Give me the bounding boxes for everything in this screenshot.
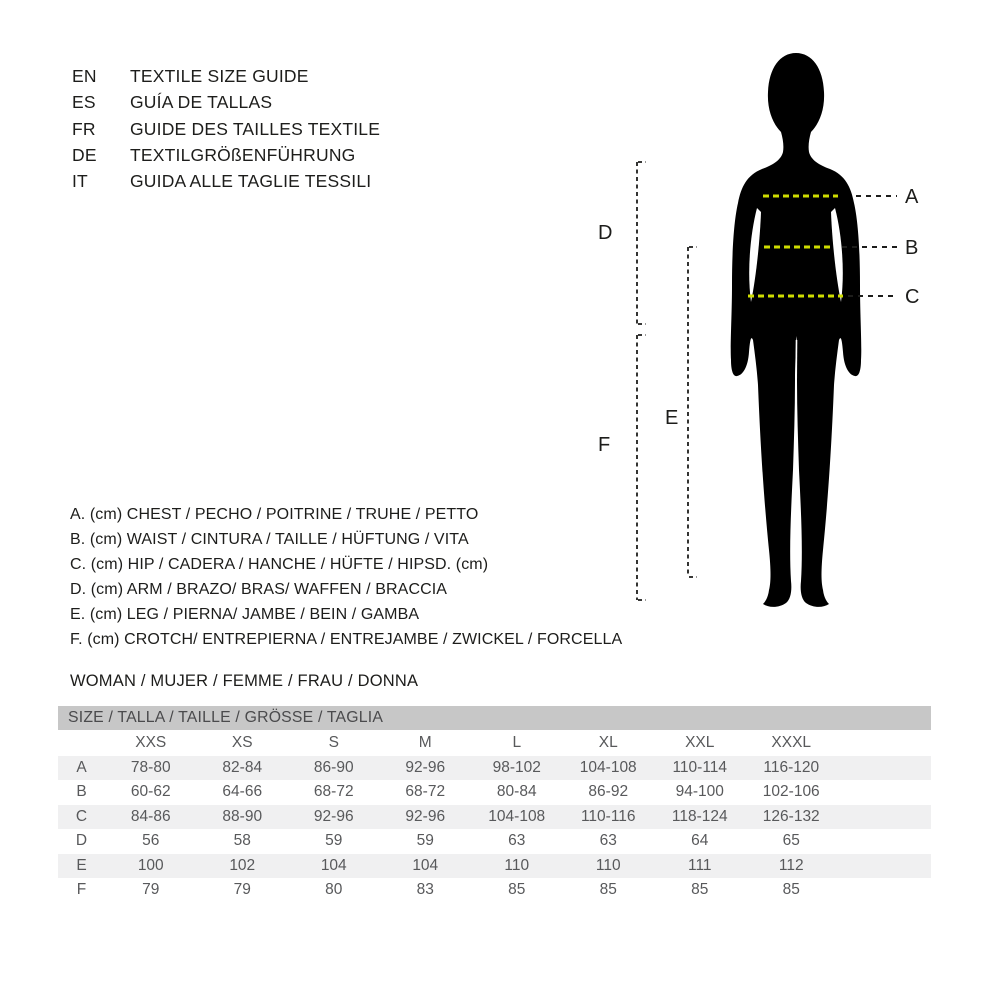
cell: 104-108 bbox=[488, 807, 546, 825]
legend-line-waist: B. (cm) WAIST / CINTURA / TAILLE / HÜFTUNG / VITA bbox=[70, 531, 469, 549]
cell: 84-86 bbox=[130, 807, 171, 825]
table-row-hip bbox=[58, 805, 931, 830]
size-columns-row bbox=[58, 730, 931, 756]
table-row-arm bbox=[58, 829, 931, 854]
guide-title: TEXTILGRÖßENFÜHRUNG bbox=[130, 144, 356, 165]
cell: 88-90 bbox=[222, 807, 263, 825]
size-col-xxl: XXL bbox=[685, 733, 715, 751]
cell: 92-96 bbox=[313, 807, 354, 825]
cell: 59 bbox=[325, 832, 343, 850]
cell: 85 bbox=[599, 881, 617, 899]
cell: 80-84 bbox=[496, 783, 537, 801]
cell: 92-96 bbox=[405, 807, 446, 825]
size-col-xl: XL bbox=[598, 733, 618, 751]
cell: 110-116 bbox=[580, 807, 636, 825]
cell: 104 bbox=[320, 856, 347, 874]
cell: 110-114 bbox=[672, 758, 728, 776]
language-row bbox=[72, 89, 380, 115]
cell: 78-80 bbox=[130, 758, 171, 776]
legend-line-arm: D. (cm) ARM / BRAZO/ BRAS/ WAFFEN / BRACCIA bbox=[70, 581, 448, 599]
language-row bbox=[72, 168, 380, 194]
row-label: F bbox=[76, 881, 87, 899]
leg-gap-upper bbox=[796, 340, 797, 407]
size-table bbox=[58, 730, 931, 903]
cell: 85 bbox=[782, 881, 800, 899]
guide-title: GUÍA DE TALLAS bbox=[130, 92, 273, 113]
table-row-waist bbox=[58, 780, 931, 805]
label-leg-e: E bbox=[665, 407, 679, 429]
size-col-m: M bbox=[418, 733, 432, 751]
cell: 68-72 bbox=[313, 783, 354, 801]
cell: 80 bbox=[325, 881, 343, 899]
table-row-crotch bbox=[58, 878, 931, 903]
cell: 86-92 bbox=[588, 783, 629, 801]
gender-heading: WOMAN / MUJER / FEMME / FRAU / DONNA bbox=[70, 672, 419, 690]
cell: 58 bbox=[233, 832, 251, 850]
cell: 86-90 bbox=[313, 758, 354, 776]
label-crotch-f: F bbox=[598, 434, 611, 456]
filler-cell bbox=[837, 805, 931, 830]
cell: 63 bbox=[599, 832, 617, 850]
cell: 126-132 bbox=[762, 807, 820, 825]
filler-cell bbox=[837, 854, 931, 879]
cell: 85 bbox=[508, 881, 526, 899]
cell: 85 bbox=[691, 881, 709, 899]
cell: 82-84 bbox=[222, 758, 263, 776]
guide-title: GUIDA ALLE TAGLIE TESSILI bbox=[130, 171, 372, 192]
row-label: C bbox=[75, 807, 88, 825]
cell: 65 bbox=[782, 832, 800, 850]
size-col-xs: XS bbox=[231, 733, 253, 751]
language-row bbox=[72, 116, 380, 142]
leg-gap-lower bbox=[797, 447, 798, 557]
label-chest-a: A bbox=[905, 186, 919, 208]
row-label: A bbox=[76, 758, 87, 776]
language-code: FR bbox=[72, 118, 96, 139]
cell: 102-106 bbox=[762, 783, 820, 801]
cell: 92-96 bbox=[405, 758, 446, 776]
size-col-l: L bbox=[512, 733, 522, 751]
measurement-legend bbox=[70, 502, 622, 653]
legend-line-chest: A. (cm) CHEST / PECHO / POITRINE / TRUHE / PETTO bbox=[70, 506, 479, 523]
cell: 56 bbox=[142, 832, 160, 850]
cell: 83 bbox=[416, 881, 434, 899]
cell: 118-124 bbox=[671, 807, 728, 825]
woman-silhouette-image bbox=[731, 53, 862, 607]
table-row-chest bbox=[58, 756, 931, 781]
size-table-title-bar: SIZE / TALLA / TAILLE / GRÖSSE / TAGLIA bbox=[58, 706, 931, 730]
size-col-xxxl: XXXL bbox=[771, 733, 812, 751]
row-label: D bbox=[75, 832, 88, 850]
cell: 68-72 bbox=[405, 783, 446, 801]
size-table-section bbox=[58, 706, 931, 903]
cell: 102 bbox=[229, 856, 256, 874]
language-code: ES bbox=[72, 92, 96, 113]
row-label: E bbox=[76, 856, 87, 874]
corner-cell bbox=[58, 730, 105, 756]
filler-cell bbox=[837, 730, 931, 756]
cell: 63 bbox=[508, 832, 526, 850]
legend-line-leg: E. (cm) LEG / PIERNA/ JAMBE / BEIN / GAMBA bbox=[70, 606, 420, 624]
cell: 59 bbox=[416, 832, 434, 850]
cell: 104 bbox=[412, 856, 439, 874]
size-col-xxs: XXS bbox=[135, 733, 167, 751]
cell: 116-120 bbox=[763, 758, 820, 776]
filler-cell bbox=[837, 829, 931, 854]
cell: 94-100 bbox=[675, 783, 724, 801]
filler-cell bbox=[837, 878, 931, 903]
language-code: DE bbox=[72, 144, 97, 165]
language-code: IT bbox=[72, 171, 88, 192]
filler-cell bbox=[837, 780, 931, 805]
cell: 79 bbox=[233, 881, 251, 899]
language-code: EN bbox=[72, 66, 97, 86]
cell: 110 bbox=[595, 856, 621, 874]
cell: 64-66 bbox=[222, 783, 263, 801]
cell: 100 bbox=[137, 856, 164, 874]
cell: 111 bbox=[687, 856, 712, 874]
cell: 60-62 bbox=[130, 783, 171, 801]
language-row bbox=[72, 142, 380, 168]
cell: 110 bbox=[504, 856, 530, 874]
guide-title: GUIDE DES TAILLES TEXTILE bbox=[130, 118, 381, 139]
measurement-figure bbox=[580, 40, 980, 620]
cell: 64 bbox=[691, 832, 709, 850]
guide-title: TEXTILE SIZE GUIDE bbox=[130, 66, 309, 86]
size-col-s: S bbox=[328, 733, 339, 751]
language-title-list bbox=[72, 63, 380, 194]
cell: 112 bbox=[778, 856, 804, 874]
legend-line-hip: C. (cm) HIP / CADERA / HANCHE / HÜFTE / HIPSD. (cm) bbox=[70, 556, 489, 574]
language-row bbox=[72, 63, 380, 89]
row-label: B bbox=[76, 783, 87, 801]
label-waist-b: B bbox=[905, 237, 919, 259]
cell: 98-102 bbox=[492, 758, 541, 776]
cell: 104-108 bbox=[579, 758, 637, 776]
label-arm-d: D bbox=[598, 222, 613, 244]
legend-line-crotch: F. (cm) CROTCH/ ENTREPIERNA / ENTREJAMBE / ZWICKEL / FORCELLA bbox=[70, 631, 623, 649]
table-row-leg bbox=[58, 854, 931, 879]
cell: 79 bbox=[142, 881, 160, 899]
filler-cell bbox=[837, 756, 931, 781]
label-hip-c: C bbox=[905, 286, 920, 308]
